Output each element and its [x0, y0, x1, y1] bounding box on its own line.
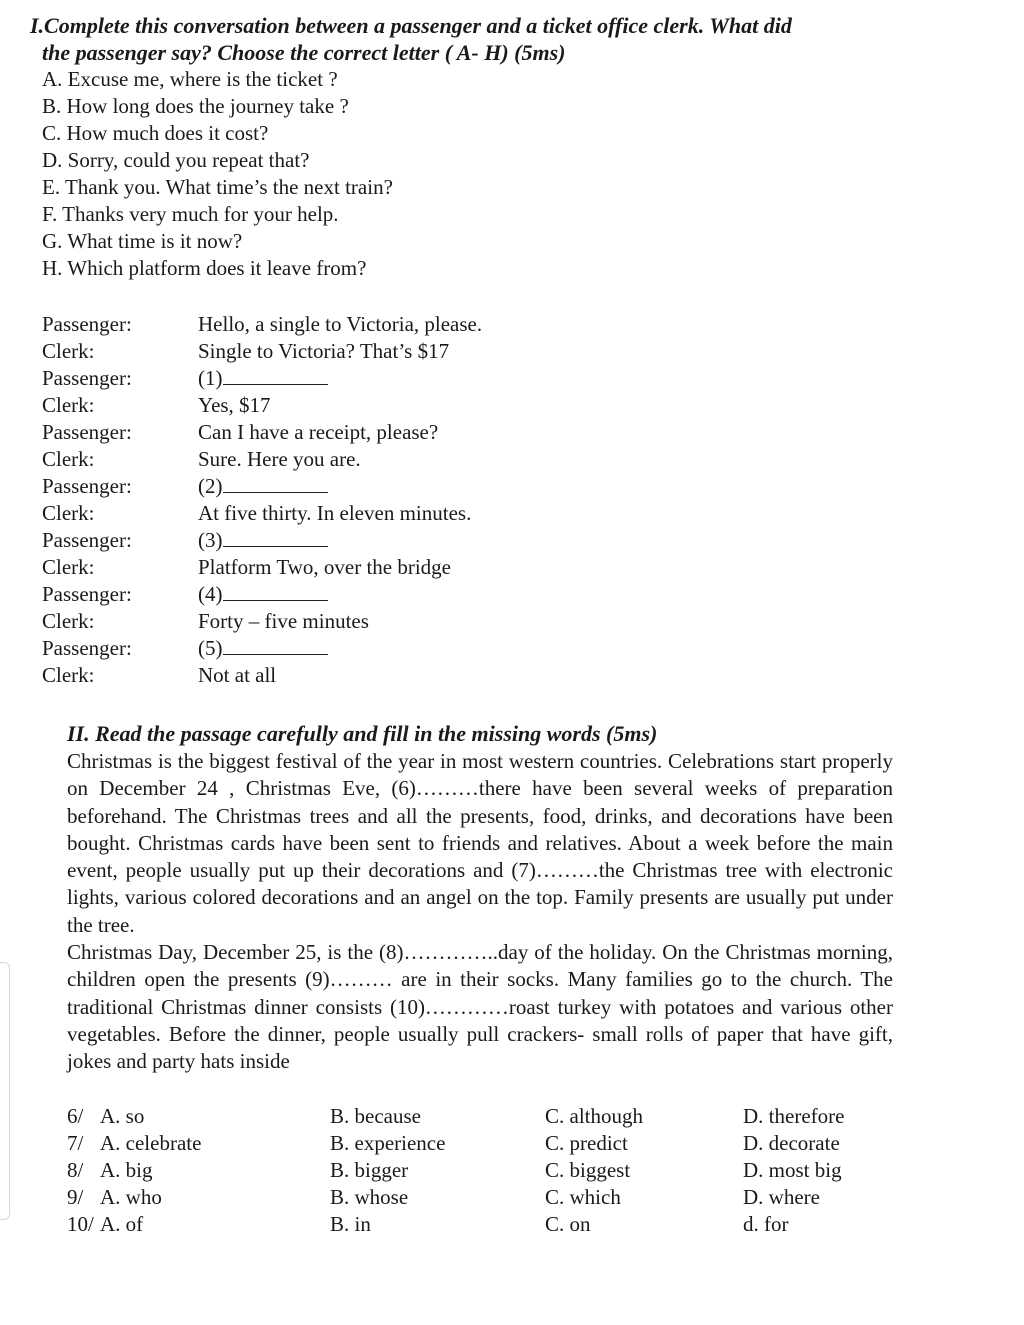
option-f: F. Thanks very much for your help.	[42, 202, 339, 226]
utterance: At five thirty. In eleven minutes.	[198, 501, 472, 525]
speaker: Passenger:	[42, 582, 132, 606]
option-g: G. What time is it now?	[42, 229, 243, 253]
speaker: Passenger:	[42, 366, 132, 390]
blank-number: (4)	[198, 582, 223, 606]
answer-blank[interactable]	[223, 636, 328, 655]
choice-a[interactable]: A. big	[100, 1158, 153, 1182]
utterance: Yes, $17	[198, 393, 271, 417]
choice-d[interactable]: D. therefore	[743, 1104, 845, 1128]
passage-paragraph-2: Christmas Day, December 25, is the (8)…………..day of the holiday. On the Christmas morning, children open the presents (9)……… are in their socks. Many families go to the church. The traditional Christmas dinner consists (10)…………roast turkey with potatoes and various other vegetables. Before the dinner, people usually pull crackers- small rolls of paper that have gift, jokes and party hats inside	[67, 940, 893, 1074]
choice-c[interactable]: C. predict	[545, 1131, 628, 1155]
passage	[67, 748, 893, 1076]
blank-number: (3)	[198, 528, 223, 552]
question-number: 7/	[67, 1131, 84, 1155]
utterance: Not at all	[198, 663, 277, 687]
answer-blank[interactable]	[223, 528, 328, 547]
utterance: Can I have a receipt, please?	[198, 420, 439, 444]
choice-c[interactable]: C. which	[545, 1185, 621, 1209]
speaker: Clerk:	[42, 447, 95, 471]
choice-d[interactable]: D. most big	[743, 1158, 842, 1182]
speaker: Passenger:	[42, 636, 132, 660]
speaker: Clerk:	[42, 609, 95, 633]
choice-a[interactable]: A. who	[100, 1185, 162, 1209]
scroll-edge-tab	[0, 962, 10, 1220]
answer-blank[interactable]	[223, 582, 328, 601]
speaker: Passenger:	[42, 420, 132, 444]
choice-a[interactable]: A. so	[100, 1104, 145, 1128]
utterance: Forty – five minutes	[198, 609, 369, 633]
speaker: Passenger:	[42, 312, 132, 336]
choice-b[interactable]: B. experience	[330, 1131, 446, 1155]
question-number: 9/	[67, 1185, 84, 1209]
utterance: Sure. Here you are.	[198, 447, 361, 471]
blank-number: (2)	[198, 474, 223, 498]
option-a: A. Excuse me, where is the ticket ?	[42, 67, 338, 91]
answer-blank[interactable]	[223, 366, 328, 385]
utterance: Platform Two, over the bridge	[198, 555, 452, 579]
choice-a[interactable]: A. celebrate	[100, 1131, 202, 1155]
section2-heading: II. Read the passage carefully and fill in the missing words (5ms)	[67, 721, 658, 746]
question-number: 6/	[67, 1104, 84, 1128]
choice-a[interactable]: A. of	[100, 1212, 144, 1236]
choice-d[interactable]: D. where	[743, 1185, 820, 1209]
speaker: Clerk:	[42, 555, 95, 579]
section1-heading-line1: I.Complete this conversation between a passenger and a ticket office clerk. What did	[30, 13, 792, 38]
choice-c[interactable]: C. biggest	[545, 1158, 631, 1182]
choice-d[interactable]: D. decorate	[743, 1131, 840, 1155]
option-b: B. How long does the journey take ?	[42, 94, 349, 118]
speaker: Clerk:	[42, 339, 95, 363]
utterance: Hello, a single to Victoria, please.	[198, 312, 483, 336]
answer-blank[interactable]	[223, 474, 328, 493]
speaker: Clerk:	[42, 501, 95, 525]
choice-b[interactable]: B. whose	[330, 1185, 409, 1209]
option-c: C. How much does it cost?	[42, 121, 269, 145]
question-number: 8/	[67, 1158, 84, 1182]
option-h: H. Which platform does it leave from?	[42, 256, 367, 280]
utterance: Single to Victoria? That’s $17	[198, 339, 450, 363]
choice-b[interactable]: B. because	[330, 1104, 421, 1128]
option-d: D. Sorry, could you repeat that?	[42, 148, 310, 172]
section1-heading-line2: the passenger say? Choose the correct letter ( A- H) (5ms)	[42, 40, 566, 65]
blank-number: (5)	[198, 636, 223, 660]
speaker: Passenger:	[42, 528, 132, 552]
choice-b[interactable]: B. in	[330, 1212, 371, 1236]
choice-c[interactable]: C. although	[545, 1104, 643, 1128]
speaker: Clerk:	[42, 663, 95, 687]
option-e: E. Thank you. What time’s the next train?	[42, 175, 393, 199]
choice-c[interactable]: C. on	[545, 1212, 591, 1236]
speaker: Passenger:	[42, 474, 132, 498]
choice-b[interactable]: B. bigger	[330, 1158, 409, 1182]
question-number: 10/	[67, 1212, 94, 1236]
choice-d[interactable]: d. for	[743, 1212, 789, 1236]
passage-paragraph-1: Christmas is the biggest festival of the year in most western countries. Celebrations start properly on December 24 , Christmas Eve, (6)………there have been several weeks of preparation beforehand. The Christmas trees and all the presents, food, drinks, and decorations have been bought. Christmas cards have been sent to friends and relatives. About a week before the main event, people usually put up their decorations and (7)………the Christmas tree with electronic lights, various colored decorations and an angel on the top. Family presents are usually put under the tree.	[67, 749, 893, 937]
blank-number: (1)	[198, 366, 223, 390]
speaker: Clerk:	[42, 393, 95, 417]
